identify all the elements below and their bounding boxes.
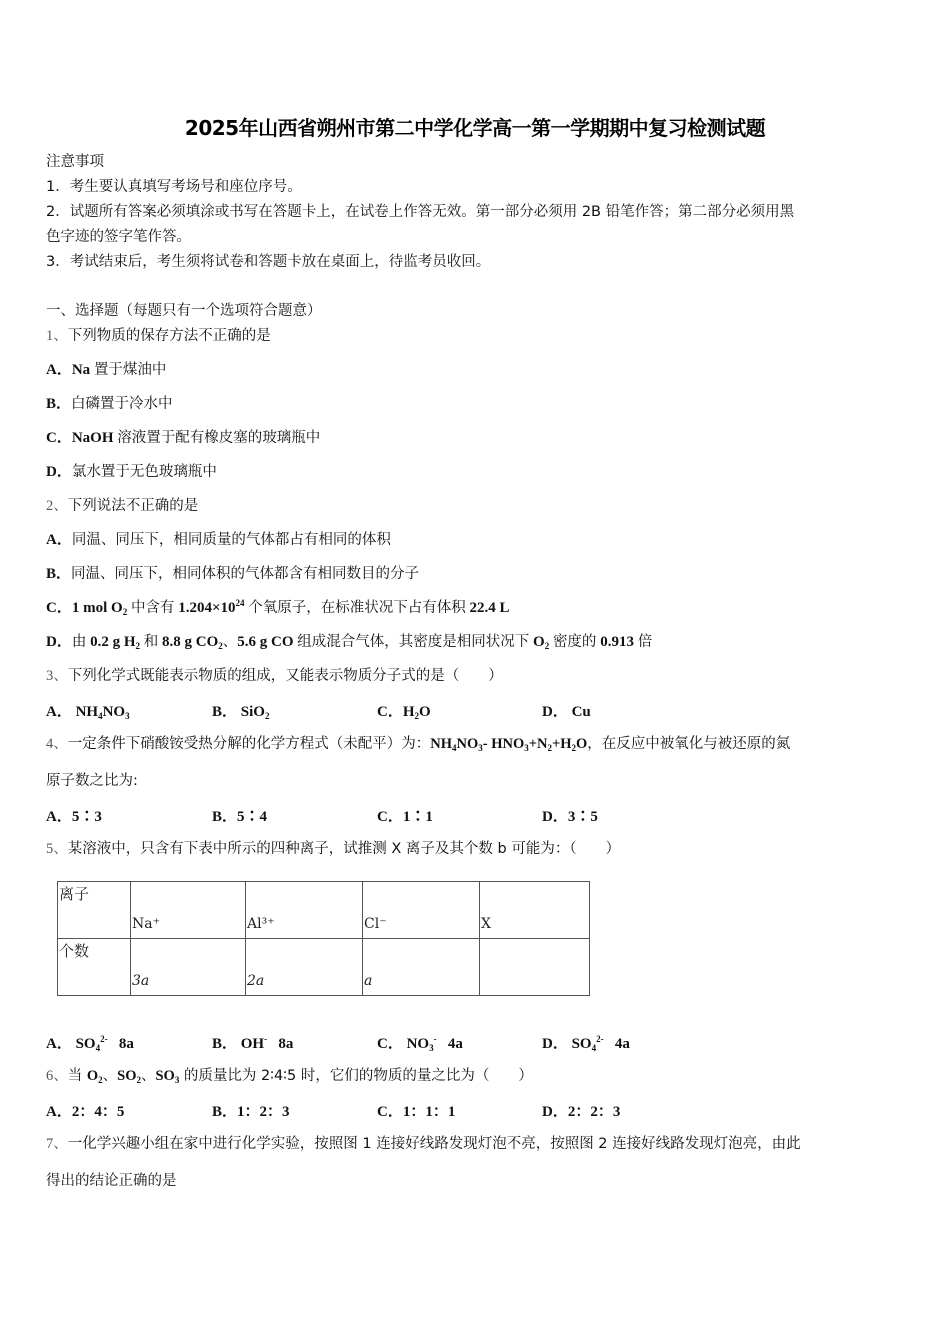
notice-item-3: 3．考试结束后，考生须将试卷和答题卡放在桌面上，待监考员收回。 (46, 254, 491, 270)
option-text: 5∶4 (237, 809, 268, 825)
option-label: B． (212, 1036, 238, 1052)
notice-item-2: 2．试题所有答案必须填涂或书写在答题卡上，在试卷上作答无效。第一部分必须用 2B 铅笔作答；第二部分必须用黑 (46, 204, 795, 220)
question-2-option-b (46, 564, 419, 584)
count-value: 2a (247, 973, 265, 989)
table-cell (58, 882, 131, 939)
option-text: 1∶1 (402, 809, 433, 825)
option-label: C． (377, 1104, 403, 1120)
page-title: 2025年山西省朔州市第二中学化学高一第一学期期中复习检测试题 (184, 116, 766, 140)
option-text: 1：2：3 (237, 1104, 290, 1120)
question-number: 7、 (46, 1136, 68, 1152)
count-value: 3a (132, 973, 150, 989)
option-label: A． (46, 532, 72, 548)
option-label: B． (212, 704, 238, 720)
notice-item-2-cont: 色字迹的签字笔作答。 (46, 229, 191, 245)
question-number: 1、 (46, 328, 68, 344)
option-label: D． (46, 464, 72, 480)
question-text: 下列物质的保存方法不正确的是 (67, 328, 271, 344)
question-text: 某溶液中，只含有下表中所示的四种离子，试推测 X 离子及其个数 b 可能为：（ ） (67, 841, 621, 857)
notice-heading: 注意事项 (46, 154, 104, 170)
option-label: C． (377, 809, 403, 825)
option-label: B． (212, 1104, 238, 1120)
question-4-option-a (46, 805, 102, 826)
table-cell (58, 939, 131, 996)
option-label: C． (377, 704, 403, 720)
question-1-option-a: A．Na 置于煤油中 (46, 362, 167, 378)
question-3-option-c: C．$H_2O$ (377, 704, 431, 721)
question-3-option-a: A． $NH_4NO_3$ (46, 704, 130, 721)
ion-label: Na⁺ (132, 916, 160, 932)
question-6-option-a (46, 1100, 124, 1121)
question-1-option-b (46, 394, 173, 414)
section-heading: 一、选择题（每题只有一个选项符合题意） (46, 303, 322, 319)
option-label: B． (46, 566, 72, 582)
option-label: C． (377, 1036, 403, 1052)
option-label: A． (46, 1036, 72, 1052)
question-4-stem-cont: 原子数之比为: (46, 773, 138, 789)
question-2-option-a (46, 530, 391, 550)
table-cell (246, 939, 363, 996)
ion-label: Cl⁻ (364, 916, 387, 932)
option-label: A． (46, 1104, 72, 1120)
question-3-option-d: D． Cu (542, 704, 591, 720)
question-5-option-c: C． $NO_3^-$ 4a (377, 1034, 463, 1053)
option-label: D． (542, 704, 568, 720)
table-cell (480, 882, 590, 939)
option-label: D． (542, 809, 568, 825)
option-label: B． (46, 396, 72, 412)
table-row-ions (58, 882, 590, 939)
question-5-stem (46, 839, 620, 859)
question-6-stem: 6、当 $O_2$、$SO_2$、$SO_3$ 的质量比为 2∶4∶5 时，它们的物质的量之比为（ ） (46, 1068, 533, 1085)
question-4-options (46, 805, 906, 825)
table-cell (363, 882, 480, 939)
question-number: 6、 (46, 1068, 68, 1084)
question-text: 下列化学式既能表示物质的组成，又能表示物质分子式的是（ ） (67, 668, 503, 684)
option-label: A． (46, 704, 72, 720)
question-4-option-b (212, 805, 267, 826)
question-5-option-a: A． $SO_4^{2-}$ 8a (46, 1034, 134, 1053)
count-value: a (364, 973, 373, 989)
question-number: 4、 (46, 736, 68, 752)
option-text: 同温、同压下，相同质量的气体都占有相同的体积 (71, 532, 391, 548)
option-label: A． (46, 809, 72, 825)
row-header: 离子 (59, 885, 90, 903)
table-cell (131, 882, 246, 939)
question-3-stem (46, 666, 503, 686)
question-2-option-d: D．由 0.2 g $H_2$ 和 8.8 g $CO_2$、5.6 g CO 组成混合气体，其密度是相同状况下 $O_2$ 密度的 0.913 倍 (46, 634, 653, 651)
notice-item-1: 1．考生要认真填写考场号和座位序号。 (46, 179, 302, 195)
question-number: 3、 (46, 668, 68, 684)
row-header: 个数 (59, 942, 90, 960)
option-text: 白磷置于冷水中 (71, 396, 173, 412)
question-6-option-d (542, 1100, 620, 1121)
option-text: 3∶5 (567, 809, 598, 825)
option-text: 2：2：3 (567, 1104, 621, 1120)
question-7-stem (46, 1134, 801, 1154)
question-2-stem (46, 496, 198, 516)
question-5-options (46, 1032, 906, 1052)
ion-label: X (481, 916, 491, 932)
option-label: B． (212, 809, 238, 825)
table-cell (480, 939, 590, 996)
question-5-option-d: D． $SO_4^{2-}$ 4a (542, 1034, 630, 1053)
question-7-stem-cont: 得出的结论正确的是 (46, 1173, 177, 1189)
question-3-option-b: B． SiO$_2$ (212, 704, 270, 721)
question-6-option-b (212, 1100, 290, 1121)
question-text: 下列说法不正确的是 (67, 498, 199, 514)
option-text: 同温、同压下，相同体积的气体都含有相同数目的分子 (71, 566, 420, 582)
option-label: D． (542, 1104, 568, 1120)
question-6-options (46, 1100, 906, 1120)
question-3-options (46, 700, 906, 720)
question-6-option-c (377, 1100, 455, 1121)
option-text: 2：4：5 (71, 1104, 125, 1120)
option-text: 氯水置于无色玻璃瓶中 (71, 464, 217, 480)
question-4-option-c (377, 805, 433, 826)
table-cell (363, 939, 480, 996)
option-label: D． (542, 1036, 568, 1052)
question-2-option-c: C．1 mol $O_2$ 中含有 $1.204\times 10^{24}$ 个氧原子，在标准状况下占有体积 22.4 L (46, 598, 510, 617)
option-label: D． (46, 634, 72, 650)
question-4-stem: 4、一定条件下硝酸铵受热分解的化学方程式（未配平）为：$NH_4NO_3-$ $HNO_3+N_2+H_2O$，在反应中被氧化与被还原的氮 (46, 736, 791, 753)
question-1-stem (46, 326, 271, 346)
question-5-option-b: B． OH- 8a (212, 1034, 294, 1052)
option-text: 1：1：1 (402, 1104, 456, 1120)
option-text: 5∶3 (71, 809, 102, 825)
table-row-counts (58, 939, 590, 996)
question-4-option-d (542, 805, 598, 826)
question-number: 2、 (46, 498, 68, 514)
table-cell (131, 939, 246, 996)
ion-label: Al³⁺ (247, 916, 275, 932)
table-cell (246, 882, 363, 939)
question-1-option-c: C．NaOH 溶液置于配有橡皮塞的玻璃瓶中 (46, 430, 321, 446)
option-label: C． (46, 430, 72, 446)
option-label: A． (46, 362, 72, 378)
question-1-option-d (46, 462, 217, 482)
ion-table (57, 881, 590, 996)
question-number: 5、 (46, 841, 68, 857)
option-label: C． (46, 600, 72, 616)
question-text: 一化学兴趣小组在家中进行化学实验，按照图 1 连接好线路发现灯泡不亮，按照图 2 连接好线路发现灯泡亮，由此 (67, 1136, 801, 1152)
